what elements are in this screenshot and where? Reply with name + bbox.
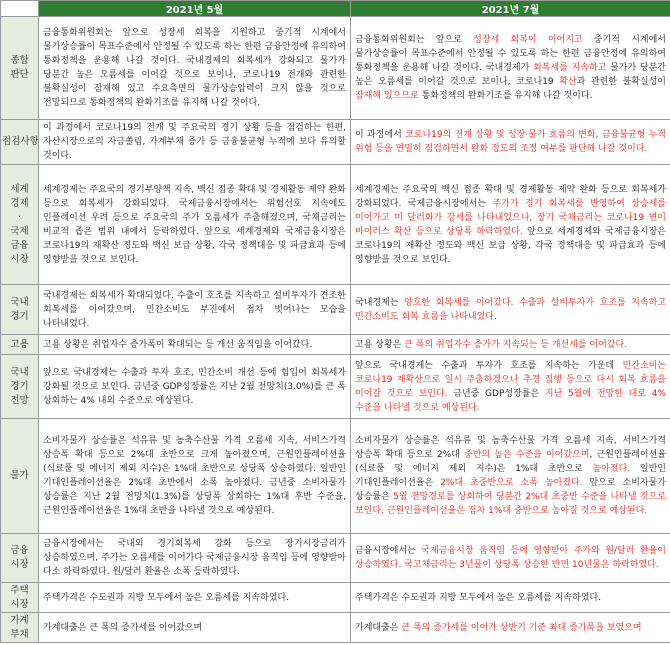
text-segment: 앞으로 세계경제와 국제금융시장은 코로나19의 재확산 정도와 백신 보급 상황, 각국 정책대응 및 파급효과 등에 영향받을 것으로 보인다. — [355, 226, 666, 265]
text-segment: 앞으로 국내경제는 수출과 투자 호조, 민간소비 개선 등에 힘입어 회복세가 강화될 것으로 보인다. 금년중 GDP성장률은 지난 2월 전망치(3.0%)를 큰 폭 상회하는 4% 내외 수준으로 예상된다. — [43, 367, 346, 406]
changed-text: 5월 전망경로를 상회하여 당분간 2%대 초중반 수준을 나타낼 것으로 보인다. 근원인플레이션율은 점차 1%대 중반으로 높아질 것으로 예상된다. — [355, 492, 667, 516]
text-segment: 금융통화위원회는 앞으로 성장세 회복을 지원하고 중기적 시계에서 물가상승률이 목표수준에서 안정될 수 있도록 하는 한편 금융안정에 유의하여 통화정책을 운용해 나갈 것이다. 국내경제의 회복세가 강화되고 물가가 당분간 높은 오름세를 이어갈 것으로 보이나, 코로나19 전개와 관련한 불확실성이 잠재해 있고 수요측면의 물가상승압력이 크지 않을 것으로 전망되므로 통화정책의 완화기조를 유지해 나갈 것이다. — [43, 28, 346, 108]
changed-text: 중반의 높은 수준을 이어갔으며 — [464, 450, 590, 460]
text-segment: 소비자물가 상승률은 석유류 및 농축수산물 가격 오름세 지속, 서비스가격 상승폭 확대 등으로 2%대 초반으로 크게 높아졌으며, 근원인플레이션율(식료품 및 에너지 제외 지수)은 1%대 초반으로 상당폭 상승하였다. 일반인 기대인플레이션율은 2%대 초반에서 소폭 높아졌다. 금년중 소비자물가 상승률은 지난 2월 전망치(1.3%)를 상당폭 상회하는 1%대 후반 수준을, 근원인플레이션율은 1%대 초반을 나타낼 것으로 예상된다. — [43, 436, 346, 516]
row-label: 세계 경제 · 국제 금융 시장 — [1, 165, 39, 285]
jul-text — [351, 165, 670, 285]
may-text — [39, 583, 351, 613]
text-segment: 이 과정에서 코로나19의 전개 및 주요국의 경기 상황 등을 점검하는 한편, 자산시장으로의 자금쏠림, 가계부채 증가 등 금융불균형 누적에 보다 유의할 것이다. — [43, 123, 346, 161]
changed-text: 2%대 초중반으로 소폭 높아졌다. — [440, 478, 583, 488]
text-segment: 주택가격은 수도권과 지방 모두에서 높은 오름세를 지속하였다. — [355, 592, 602, 603]
jul-text — [351, 120, 670, 165]
changed-text: 높아졌다. — [592, 464, 631, 474]
row-housing — [1, 583, 670, 613]
changed-text: 지난 5월에 전망한 대로 4% 수준을 나타낼 것으로 예상된다. — [355, 388, 666, 413]
changed-text: 주가가 경기 회복세를 반영하여 상승세를 이어가고 미 달러화가 강세를 나타내었으나, 장기 국채금리는 코로나19 변이 바이러스 확산 등으로 상당폭 하락하였다. — [355, 198, 666, 237]
text-segment: 고용 상황은 — [355, 339, 405, 350]
may-text — [39, 419, 351, 534]
jul-text — [351, 534, 670, 583]
changed-text: 확산 — [559, 77, 577, 87]
may-text — [39, 355, 351, 419]
jul-text — [351, 17, 670, 120]
row-employment — [1, 335, 670, 355]
jul-text — [351, 613, 670, 643]
may-text — [39, 165, 351, 285]
text-segment: 앞으로 소비자물가 상승률은 — [355, 478, 666, 502]
row-world-economy — [1, 165, 670, 285]
row-label: 금융 시장 — [1, 534, 39, 583]
text-segment: 세계경제는 주요국의 백신 접종 확대 및 경제활동 제약 완화 등으로 회복세가 강화되었다. 국제금융시장에서는 — [355, 184, 666, 209]
text-segment: 세계경제는 주요국의 경기부양책 지속, 백신 접종 확대 및 경제활동 제약 완화 등으로 회복세가 강화되었다. 국제금융시장에서는 위험선호 지속에도 인플레이션 우려 등으로 주요국의 주가 오름세가 주춤해졌으며, 국채금리는 비교적 좁은 범위 내에서 등락하였다. 앞으로 세계경제와 국제금융시장은 코로나19의 재확산 정도와 백신 보급 상황, 각국 정책대응 및 파급효과 등에 영향받을 것으로 보인다. — [43, 184, 346, 265]
text-segment: 금융시장에서는 국내외 경기회복세 강화 등으로 장기시장금리가 상승하였으며, 주가는 오름세를 이어가다 국제금융시장 움직임 등에 영향받아 다소 하락하였다. 원/달러 환율은 소폭 등락하였다. — [43, 539, 346, 577]
changed-text: 성장세 회복이 이어지고 — [473, 35, 583, 45]
row-label: 점검사항 — [1, 120, 39, 165]
text-segment: 소비자물가 상승률은 석유류 및 농축수산물 가격 오름세 지속, 서비스가격 상승폭 확대 등으로 2%대 — [355, 436, 666, 460]
text-segment: 주택가격은 수도권과 지방 모두에서 높은 오름세를 지속하였다. — [43, 592, 290, 603]
row-label: 종합 판단 — [1, 17, 39, 120]
text-segment: , 근원인플레이션율(식료품 및 에너지 제외 지수)은 1%대 초반으로 — [355, 450, 667, 474]
changed-text: 회복세를 지속하고 — [533, 63, 607, 73]
changed-text: 민간소비는 코로나19 재확산으로 일시 주춤하겠으나 추경 집행 등으로 다시 회복 흐름을 이어갈 것으로 보인다. — [355, 360, 666, 399]
text-segment: 물가가 당분간 높은 오름세를 이어갈 것으로 보이나, 코로나19 — [355, 63, 666, 87]
jul-text — [351, 419, 670, 534]
text-segment: 가계대출은 큰 폭의 증가세를 이어갔으며 — [43, 622, 203, 633]
text-segment: 고용 상황은 취업자수 증가폭이 확대되는 등 개선 움직임을 이어갔다. — [43, 339, 313, 350]
may-text — [39, 534, 351, 583]
row-checkpoints — [1, 120, 670, 165]
row-label: 주택 시장 — [1, 583, 39, 613]
row-domestic-economy — [1, 285, 670, 335]
text-segment: 앞으로 국내경제는 수출과 투자가 호조를 지속하는 가운데 — [355, 360, 623, 371]
changed-text: 큰 폭의 증가세를 이어가 상반기 기준 최대 증가폭을 보였으며 — [401, 622, 642, 633]
jul-text — [351, 335, 670, 355]
row-overall — [1, 17, 670, 120]
may-text — [39, 120, 351, 165]
may-text — [39, 335, 351, 355]
changed-text: 큰 폭의 취업자수 증가가 지속되는 등 개선세를 이어갔다. — [404, 339, 628, 350]
changed-text: 양호한 회복세를 이어갔다. 수출과 설비투자가 호조를 지속하고 민간소비도 회복 흐름을 나타내었다. — [355, 297, 666, 322]
changed-text: 코로나19의 전개 상황 및 성장·물가 흐름의 변화, 금융불균형 누적 위험 등을 면밀히 점검하면서 완화 정도의 조정 여부를 판단해 나갈 것이다. — [355, 130, 666, 154]
text-segment: 일반인 기대인플레이션율은 — [355, 464, 666, 488]
text-segment: 국내경제는 회복세가 확대되었다. 수출이 호조를 지속하고 설비투자가 견조한 회복세를 이어갔으며, 민간소비도 부진에서 점차 벗어나는 모습을 나타내었다. — [43, 290, 346, 329]
text-segment: 통화정책의 완화기조를 유지해 나갈 것이다. — [418, 91, 593, 101]
text-segment: 금융시장에서는 — [355, 546, 422, 556]
may-text — [39, 17, 351, 120]
text-segment: 가계대출은 — [355, 622, 402, 633]
row-label: 국내 경기 — [1, 285, 39, 335]
text-segment: 국내경제는 — [355, 297, 404, 308]
text-segment: 금융통화위원회는 앞으로 — [355, 35, 474, 45]
text-segment: 과 관련한 불확실성이 — [576, 77, 666, 87]
text-segment: 중기적 시계에서 물가상승률이 목표수준에서 안정될 수 있도록 하는 한편 금융안정에 유의하여 통화정책을 운용해 나갈 것이다. 국내경제가 — [355, 35, 666, 73]
header-corner — [1, 1, 39, 17]
row-prices — [1, 419, 670, 534]
row-household-debt — [1, 613, 670, 643]
changed-text: 국제금융시장 움직임 등에 영향받아 주가와 원/달러 환율이 상승하였다. 국고채금리는 3년물이 상당폭 상승한 반면 10년물은 하락하였다. — [355, 546, 666, 570]
row-label: 가계 부채 — [1, 613, 39, 643]
may-text — [39, 285, 351, 335]
header-jul: 2021년 7월 — [351, 1, 670, 17]
text-segment: 금년중 GDP성장률은 — [447, 388, 545, 399]
row-label: 국내 경기 전망 — [1, 355, 39, 419]
jul-text — [351, 355, 670, 419]
row-outlook — [1, 355, 670, 419]
jul-text — [351, 583, 670, 613]
row-label: 고용 — [1, 335, 39, 355]
row-label: 물가 — [1, 419, 39, 534]
text-segment: 이 과정에서 — [355, 130, 406, 140]
jul-text — [351, 285, 670, 335]
row-financial-markets — [1, 534, 670, 583]
changed-text: 잠재해 있으므로 — [355, 91, 419, 101]
header-may: 2021년 5월 — [39, 1, 351, 17]
may-text — [39, 613, 351, 643]
header-row — [1, 1, 670, 17]
